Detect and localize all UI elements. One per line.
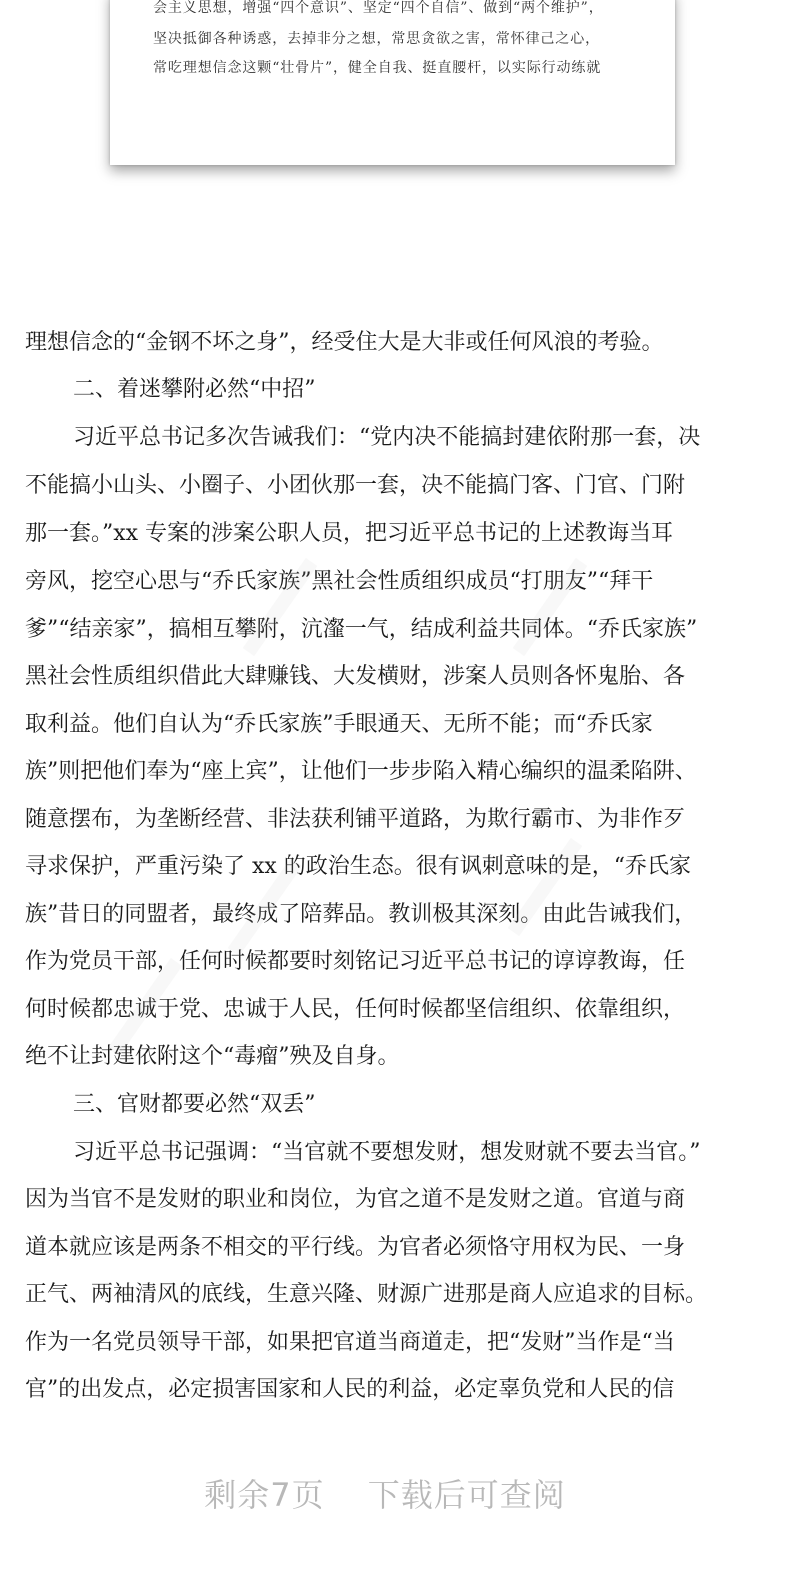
download-hint-label: 下载后可查阅 <box>367 1476 566 1514</box>
section-heading: 三、官财都要必然“双丢” <box>73 1092 316 1117</box>
text-line: 作为一名党员领导干部，如果把官道当商道走，把“发财”当作是“当 <box>25 1330 675 1355</box>
preview-line: 会主义思想，增强“四个意识”、坚定“四个自信”、做到“两个维护”， <box>153 0 604 16</box>
text-line: 族”则把他们奉为“座上宾”，让他们一步步陷入精心编织的温柔陷阱、 <box>25 759 697 784</box>
text-line: 官”的出发点，必定损害国家和人民的利益，必定辜负党和人民的信 <box>25 1377 675 1402</box>
preview-line: 常吃理想信念这颗“壮骨片”，健全自我、挺直腰杆，以实际行动练就 <box>153 60 602 76</box>
text-line: 正气、两袖清风的底线，生意兴隆、财源广进那是商人应追求的目标。 <box>25 1282 708 1307</box>
text-line: 理想信念的“金钢不坏之身”，经受住大是大非或任何风浪的考验。 <box>25 330 664 355</box>
text-line: 作为党员干部，任何时候都要时刻铭记习近平总书记的谆谆教诲，任 <box>25 949 686 974</box>
page-preview-card <box>110 0 675 165</box>
text-line: 取利益。他们自认为“乔氏家族”手眼通天、无所不能；而“乔氏家 <box>25 712 653 737</box>
preview-line: 坚决抵御各种诱惑，去掉非分之想，常思贪欲之害，常怀律己之心， <box>153 31 600 47</box>
text-line: 何时候都忠诚于党、忠诚于人民，任何时候都坚信组织、依靠组织， <box>25 997 686 1022</box>
text-line: 绝不让封建依附这个“毒瘤”殃及自身。 <box>25 1044 400 1069</box>
text-line: 旁风，挖空心思与“乔氏家族”黑社会性质组织成员“打朋友”“拜干 <box>25 569 654 594</box>
text-line: 随意摆布，为垄断经营、非法获利铺平道路，为欺行霸市、为非作歹 <box>25 807 686 832</box>
download-prompt[interactable] <box>0 1470 770 1516</box>
text-line: 寻求保护，严重污染了 xx 的政治生态。很有讽刺意味的是，“乔氏家 <box>25 854 692 879</box>
preview-area <box>0 0 800 210</box>
text-line: 那一套。”xx 专案的涉案公职人员，把习近平总书记的上述教诲当耳 <box>25 521 674 546</box>
text-line: 爹”“结亲家”，搞相互攀附，沆瀣一气，结成利益共同体。“乔氏家族” <box>25 617 698 642</box>
text-line: 黑社会性质组织借此大肆赚钱、大发横财，涉案人员则各怀鬼胎、各 <box>25 664 686 689</box>
text-line: 习近平总书记多次告诫我们：“党内决不能搞封建依附那一套，决 <box>73 425 701 450</box>
text-line: 道本就应该是两条不相交的平行线。为官者必须恪守用权为民、一身 <box>25 1235 686 1260</box>
text-line: 族”昔日的同盟者，最终成了陪葬品。教训极其深刻。由此告诫我们， <box>25 902 697 927</box>
remaining-pages-label: 剩余7页 <box>204 1476 325 1514</box>
text-line: 因为当官不是发财的职业和岗位，为官之道不是发财之道。官道与商 <box>25 1187 686 1212</box>
text-line: 习近平总书记强调：“当官就不要想发财，想发财就不要去当官。” <box>73 1140 701 1165</box>
section-heading: 二、着迷攀附必然“中招” <box>73 377 316 402</box>
text-line: 不能搞小山头、小圈子、小团伙那一套，决不能搞门客、门官、门附 <box>25 473 686 498</box>
